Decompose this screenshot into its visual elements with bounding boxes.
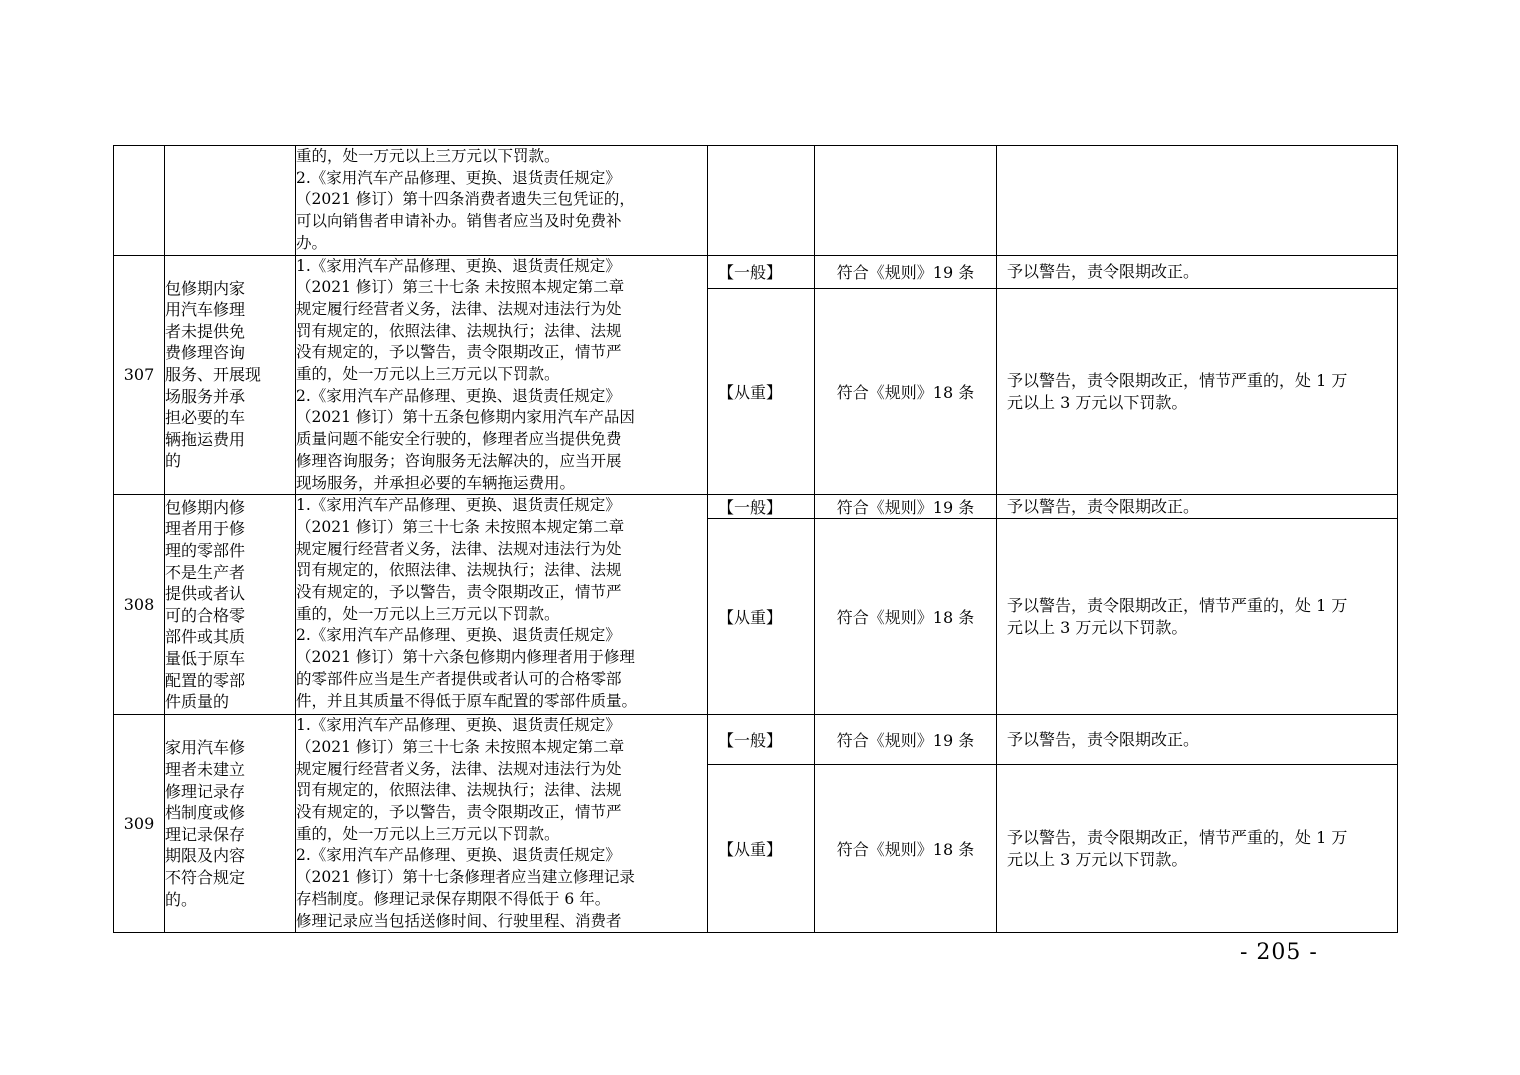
penalty-general: 予以警告，责令限期改正。 bbox=[997, 495, 1398, 519]
grade-severe: 【从重】 bbox=[708, 765, 815, 933]
number-cell bbox=[114, 146, 165, 256]
violation-description: 家用汽车修 理者未建立 修理记录存 档制度或修 理记录保存 期限及内容 不符合规定 的。 bbox=[165, 715, 296, 933]
penalty-cell bbox=[997, 146, 1398, 256]
grade-general: 【一般】 bbox=[708, 495, 815, 519]
grade-general: 【一般】 bbox=[708, 715, 815, 765]
penalty-general: 予以警告，责令限期改正。 bbox=[997, 255, 1398, 288]
violation-description: 包修期内修 理者用于修 理的零部件 不是生产者 提供或者认 可的合格零 部件或其质 量低于原车 配置的零部 件质量的 bbox=[165, 495, 296, 715]
table-row bbox=[114, 255, 1398, 288]
violation-description: 包修期内家 用汽车修理 者未提供免 费修理咨询 服务、开展现 场服务并承 担必要的车 辆拖运费用 的 bbox=[165, 255, 296, 495]
grade-general: 【一般】 bbox=[708, 255, 815, 288]
item-number: 309 bbox=[114, 715, 165, 933]
standard-severe: 符合《规则》18 条 bbox=[815, 288, 997, 495]
standard-general: 符合《规则》19 条 bbox=[815, 715, 997, 765]
grade-cell bbox=[708, 146, 815, 256]
item-number: 307 bbox=[114, 255, 165, 495]
standard-cell bbox=[815, 146, 997, 256]
standard-severe: 符合《规则》18 条 bbox=[815, 765, 997, 933]
table-row bbox=[114, 146, 1398, 256]
page-number: - 205 - bbox=[1240, 940, 1318, 965]
description-cell bbox=[165, 146, 296, 256]
table-row bbox=[114, 495, 1398, 519]
standard-severe: 符合《规则》18 条 bbox=[815, 519, 997, 715]
penalty-severe: 予以警告，责令限期改正，情节严重的，处 1 万 元以上 3 万元以下罚款。 bbox=[997, 519, 1398, 715]
penalty-severe: 予以警告，责令限期改正，情节严重的，处 1 万 元以上 3 万元以下罚款。 bbox=[997, 288, 1398, 495]
standard-general: 符合《规则》19 条 bbox=[815, 495, 997, 519]
grade-severe: 【从重】 bbox=[708, 288, 815, 495]
basis-cell: 重的，处一万元以上三万元以下罚款。 2.《家用汽车产品修理、更换、退货责任规定》 （2021 修订）第十四条消费者遗失三包凭证的， 可以向销售者申请补办。销售者应当及时免费补 办。 bbox=[296, 146, 708, 256]
standard-general: 符合《规则》19 条 bbox=[815, 255, 997, 288]
legal-basis: 1.《家用汽车产品修理、更换、退货责任规定》 （2021 修订）第三十七条 未按照本规定第二章 规定履行经营者义务，法律、法规对违法行为处 罚有规定的，依照法律、法规执行；法律、法规 没有规定的，予以警告，责令限期改正，情节严 重的，处一万元以上三万元以下罚款。 2.《家用汽车产品修理、更换、退货责任规定》 （2021 修订）第十七条修理者应当建立修理记录 存档制度。修理记录保存期限不得低于 6 年。 修理记录应当包括送修时间、行驶里程、消费者 bbox=[296, 715, 708, 933]
penalty-general: 予以警告，责令限期改正。 bbox=[997, 715, 1398, 765]
penalty-severe: 予以警告，责令限期改正，情节严重的，处 1 万 元以上 3 万元以下罚款。 bbox=[997, 765, 1398, 933]
legal-basis: 1.《家用汽车产品修理、更换、退货责任规定》 （2021 修订）第三十七条 未按照本规定第二章 规定履行经营者义务，法律、法规对违法行为处 罚有规定的，依照法律、法规执行；法律、法规 没有规定的，予以警告，责令限期改正，情节严 重的，处一万元以上三万元以下罚款。 2.《家用汽车产品修理、更换、退货责任规定》 （2021 修订）第十六条包修期内修理者用于修理 的零部件应当是生产者提供或者认可的合格零部 件，并且其质量不得低于原车配置的零部件质量。 bbox=[296, 495, 708, 715]
penalty-table bbox=[113, 145, 1398, 933]
legal-basis: 1.《家用汽车产品修理、更换、退货责任规定》 （2021 修订）第三十七条 未按照本规定第二章 规定履行经营者义务，法律、法规对违法行为处 罚有规定的，依照法律、法规执行；法律、法规 没有规定的，予以警告，责令限期改正，情节严 重的，处一万元以上三万元以下罚款。 2.《家用汽车产品修理、更换、退货责任规定》 （2021 修订）第十五条包修期内家用汽车产品因 质量问题不能安全行驶的，修理者应当提供免费 修理咨询服务；咨询服务无法解决的，应当开展 现场服务，并承担必要的车辆拖运费用。 bbox=[296, 255, 708, 495]
item-number: 308 bbox=[114, 495, 165, 715]
grade-severe: 【从重】 bbox=[708, 519, 815, 715]
table-row bbox=[114, 715, 1398, 765]
